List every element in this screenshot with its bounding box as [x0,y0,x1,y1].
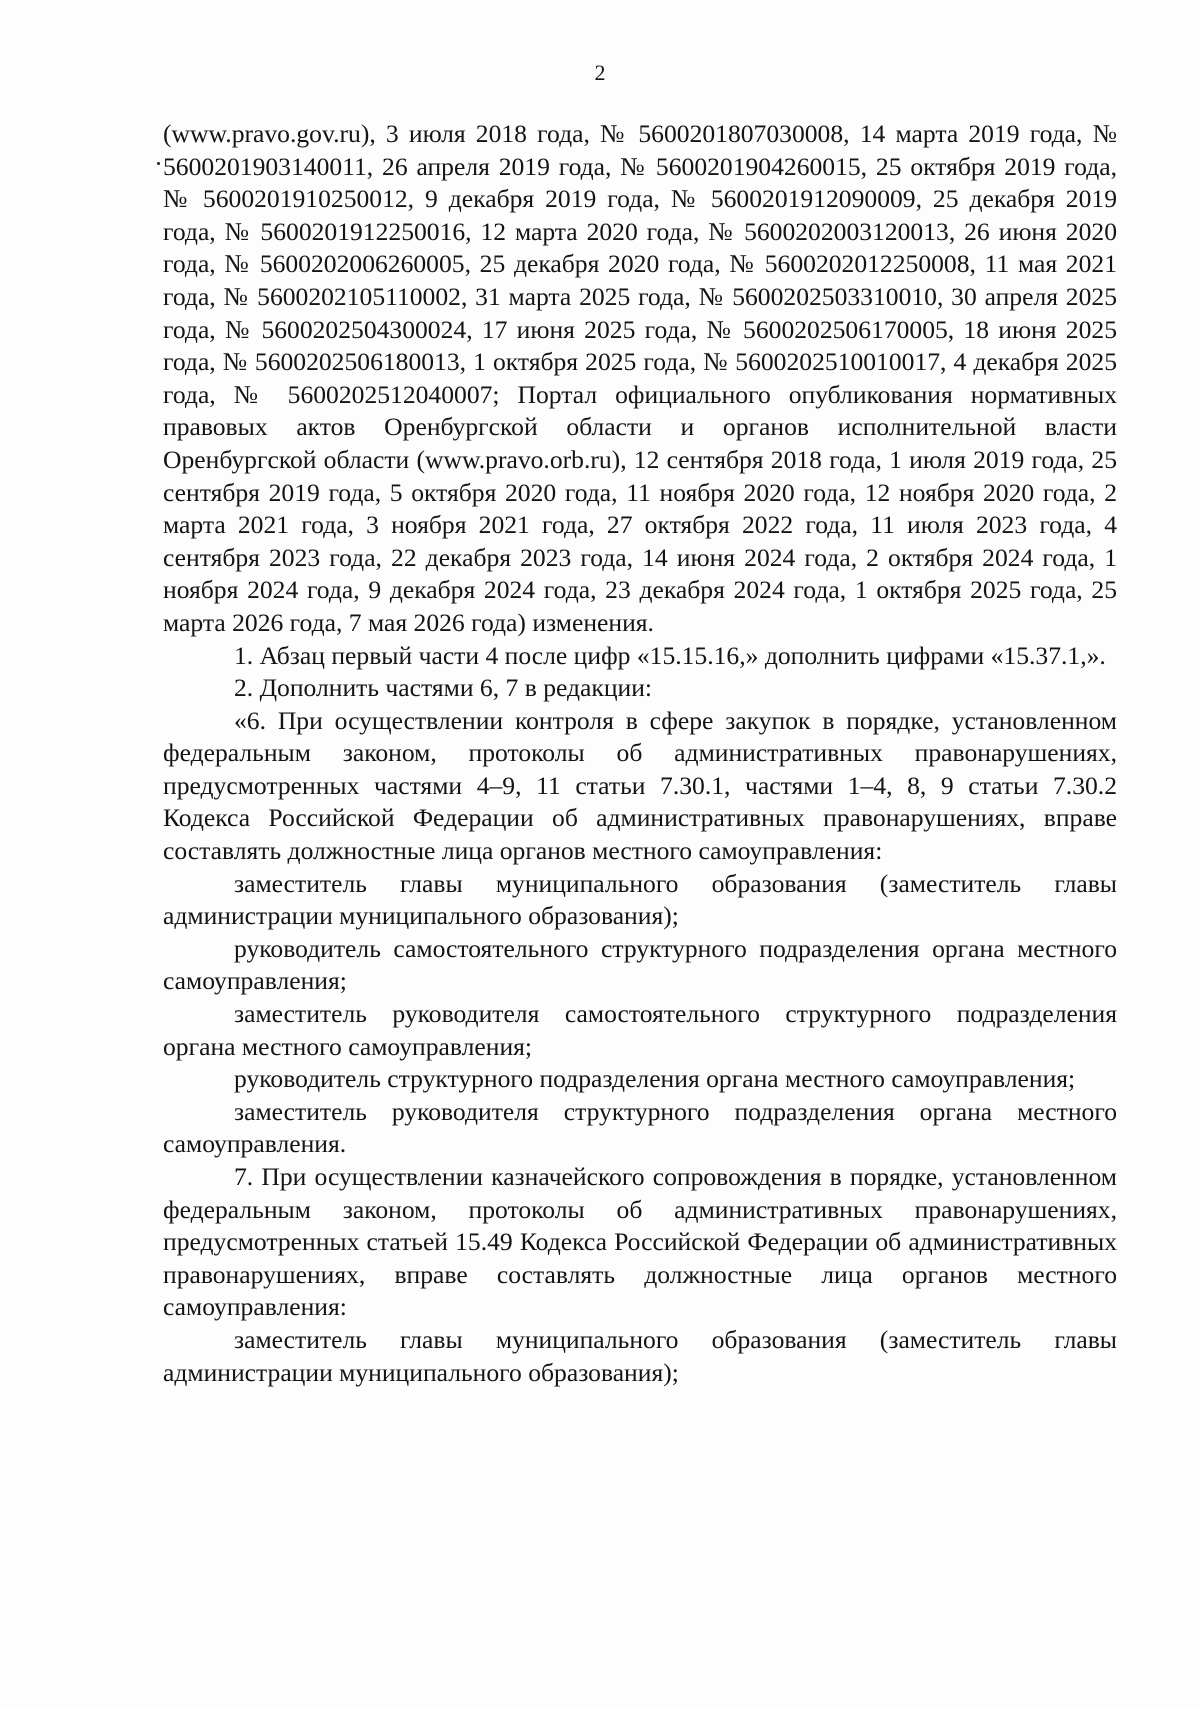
list-item-head-unit: руководитель структурного подразделения органа местного самоуправления; [234,1064,1076,1094]
scan-artifact-dot [157,162,160,165]
list-item-head-independent-unit: руководитель самостоятельного структурного подразделения органа местного самоуправления; [163,933,1117,996]
paragraph-item-2: 2. Дополнить частями 6, 7 в редакции: [234,673,653,703]
paragraph-item-1: 1. Абзац первый части 4 после цифр «15.15.16,» дополнить цифрами «15.37.1,». [234,640,1106,670]
list-item-deputy-head-independent-unit: заместитель руководителя самостоятельного структурного подразделения органа местного самоуправления; [163,999,1117,1061]
page-number: 2 [594,60,606,85]
list-item-deputy-head-2: заместитель главы муниципального образования (заместитель главы администрации муниципального образования); [163,1324,1117,1387]
list-item-deputy-head-unit: заместитель руководителя структурного подразделения органа местного самоуправления. [163,1096,1117,1159]
paragraph-publication-list: (www.pravo.gov.ru), 3 июля 2018 года, № 5600201807030008, 14 марта 2019 года, № 5600201903140011, 26 апреля 2019 года, № 5600201904260015, 25 октября 2019 года, № 5600201910250012, 9 декабря 2019 года, № 5600201912090009, 25 декабря 2019 года, № 5600201912250016, 12 марта 2020 года, № 5600202003120013, 26 июня 2020 года, № 5600202006260005, 25 декабря 2020 года, № 5600202012250008, 11 мая 2021 года, № 5600202105110002, 31 марта 2025 года, № 5600202503310010, 30 апреля 2025 года, № 5600202504300024, 17 июня 2025 года, № 5600202506170005, 18 июня 2025 года, № 5600202506180013, 1 октября 2025 года, № 5600202510010017, 4 декабря 2025 года, № 5600202512040007; Портал официального опубликования нормативных правовых актов Оренбургской области и органов исполнительной власти Оренбургской области (www.pravo.orb.ru), 12 сентября 2018 года, 1 июля 2019 года, 25 сентября 2019 года, 5 октября 2020 года, 11 ноября 2020 года, 12 ноября 2020 года, 2 марта 2021 года, 3 ноября 2021 года, 27 октября 2022 года, 11 июля 2023 года, 4 сентября 2023 года, 22 декабря 2023 года, 14 июня 2024 года, 2 октября 2024 года, 1 ноября 2024 года, 9 декабря 2024 года, 23 декабря 2024 года, 1 октября 2025 года, 25 марта 2026 года, 7 мая 2026 года) изменения. [163,119,1117,637]
document-body [163,118,1117,1389]
paragraph-part-7: 7. При осуществлении казначейского сопровождения в порядке, установленном федеральным законом, протоколы об административных правонарушениях, предусмотренных статьей 15.49 Кодекса Российской Федерации об административных правонарушениях, вправе составлять должностные лица органов местного самоуправления: [163,1162,1117,1322]
paragraph-part-6: «6. При осуществлении контроля в сфере закупок в порядке, установленном федеральным законом, протоколы об административных правонарушениях, предусмотренных частями 4–9, 11 статьи 7.30.1, частями 1–4, 8, 9 статьи 7.30.2 Кодекса Российской Федерации об административных правонарушениях, вправе составлять должностные лица органов местного самоуправления: [163,705,1117,866]
list-item-deputy-head: заместитель главы муниципального образования (заместитель главы администрации муниципального образования); [163,868,1117,931]
